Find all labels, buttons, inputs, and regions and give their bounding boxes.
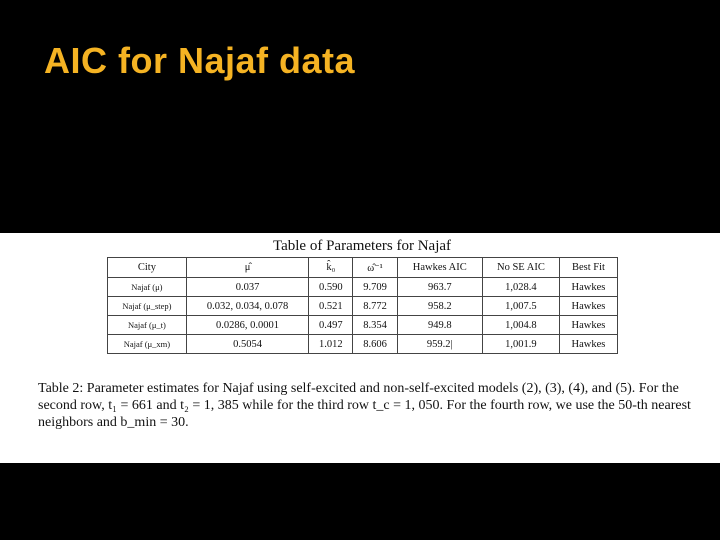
table-row	[108, 335, 618, 354]
cell-hawkes-aic: 949.8	[397, 316, 482, 335]
cell-mu: 0.037	[186, 278, 308, 297]
cell-k0: 1.012	[309, 335, 353, 354]
cell-no-se-aic: 1,028.4	[482, 278, 559, 297]
header-k0: k̂₀	[309, 258, 353, 278]
header-no-se-aic: No SE AIC	[482, 258, 559, 278]
cell-no-se-aic: 1,004.8	[482, 316, 559, 335]
cell-hawkes-aic: 963.7	[397, 278, 482, 297]
cell-city: Najaf (μ_step)	[108, 297, 187, 316]
cell-k0: 0.521	[309, 297, 353, 316]
cell-omega: 9.709	[353, 278, 397, 297]
cell-k0: 0.497	[309, 316, 353, 335]
header-city: City	[108, 258, 187, 278]
cell-city: Najaf (μ_xm)	[108, 335, 187, 354]
table-title: Table of Parameters for Najaf	[272, 238, 452, 254]
cell-mu: 0.5054	[186, 335, 308, 354]
cell-omega: 8.772	[353, 297, 397, 316]
cell-omega: 8.606	[353, 335, 397, 354]
parameters-table	[107, 257, 618, 354]
cell-k0: 0.590	[309, 278, 353, 297]
table-row	[108, 316, 618, 335]
cell-omega: 8.354	[353, 316, 397, 335]
slide-title: AIC for Najaf data	[44, 40, 356, 81]
header-hawkes-aic: Hawkes AIC	[397, 258, 482, 278]
cell-mu: 0.0286, 0.0001	[186, 316, 308, 335]
cell-city: Najaf (μ)	[108, 278, 187, 297]
cell-hawkes-aic: 959.2|	[397, 335, 482, 354]
cell-hawkes-aic: 958.2	[397, 297, 482, 316]
cell-best-fit: Hawkes	[559, 316, 617, 335]
table-row	[108, 297, 618, 316]
header-best-fit: Best Fit	[559, 258, 617, 278]
header-omega: ω̂⁻¹	[353, 258, 397, 278]
cell-no-se-aic: 1,007.5	[482, 297, 559, 316]
cell-city: Najaf (μ_t)	[108, 316, 187, 335]
header-mu: μ̂	[186, 258, 308, 278]
cell-best-fit: Hawkes	[559, 278, 617, 297]
cell-best-fit: Hawkes	[559, 335, 617, 354]
cell-mu: 0.032, 0.034, 0.078	[186, 297, 308, 316]
cell-no-se-aic: 1,001.9	[482, 335, 559, 354]
table-header-row	[108, 258, 618, 278]
table-caption: Table 2: Parameter estimates for Najaf using self-excited and non-self-excited models (2), (3), (4), and (5). For the second row, t₁ = 661 and t₂ = 1, 385 while for the third row t_c = 1, 050. For the fourth row, we use the 50-th nearest neighbors and b_min = 30.	[38, 381, 691, 430]
table-row	[108, 278, 618, 297]
cell-best-fit: Hawkes	[559, 297, 617, 316]
